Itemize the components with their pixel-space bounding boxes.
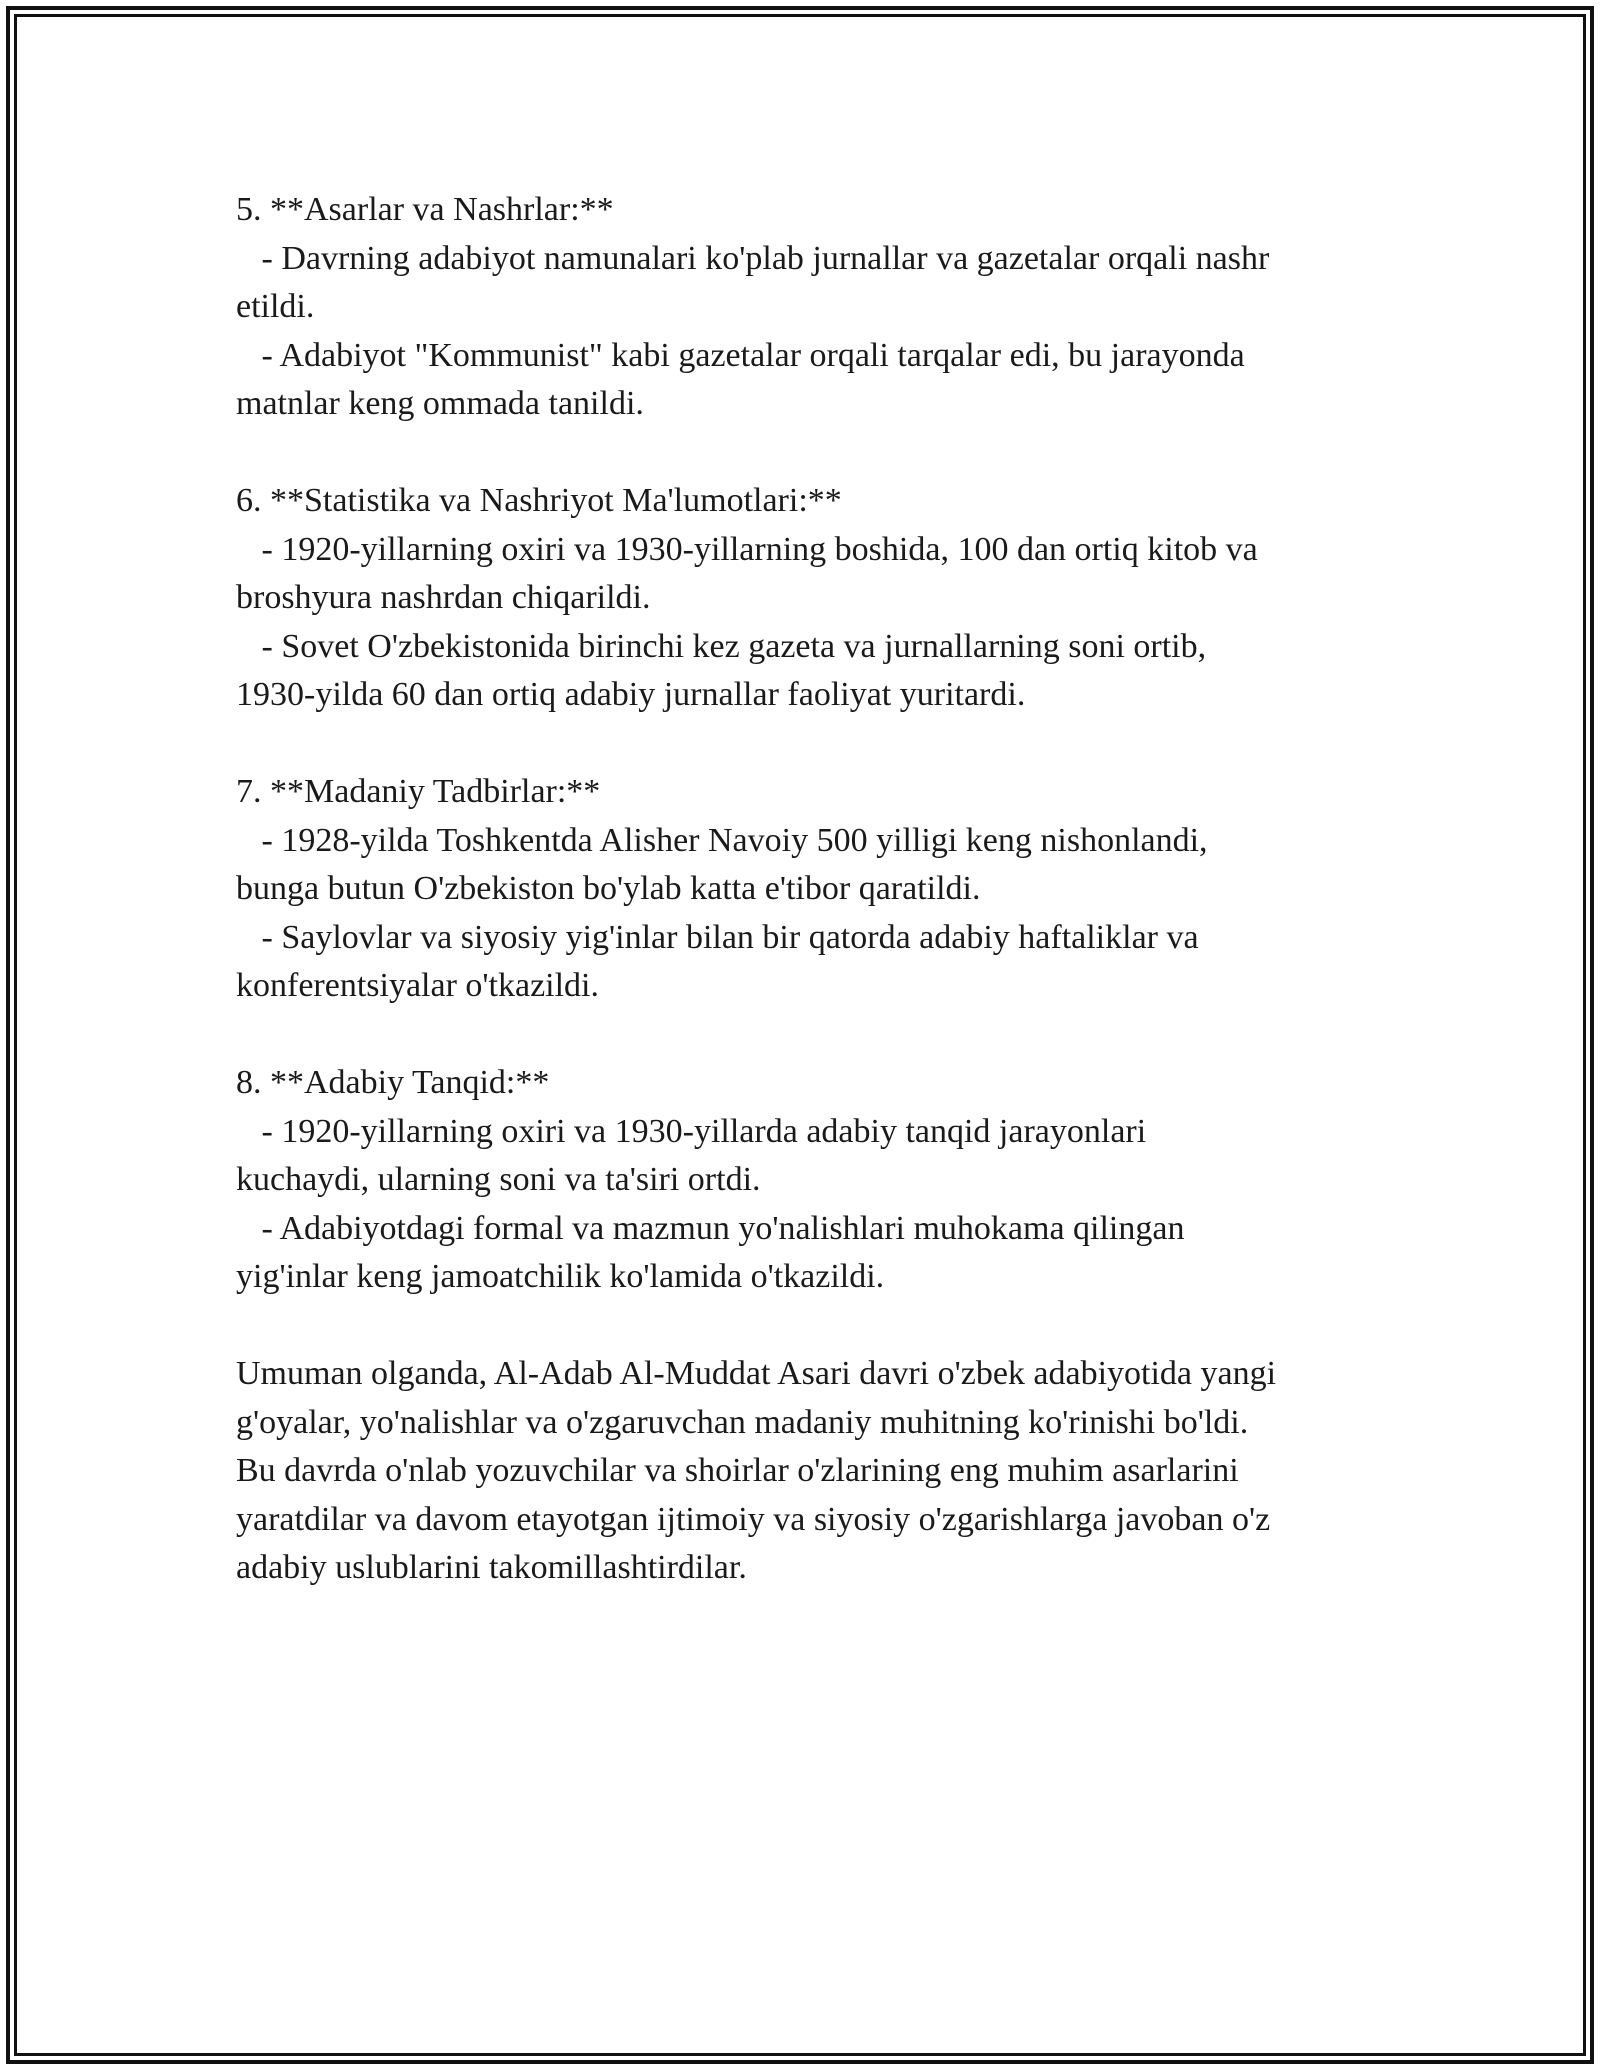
section-heading: 7. **Madaniy Tadbirlar:** <box>236 773 601 810</box>
bullet-line: - 1920-yillarning oxiri va 1930-yillarda adabiy tanqid jarayonlari <box>236 1112 1147 1150</box>
bullet-continuation: 1930-yilda 60 dan ortiq adabiy jurnallar faoliyat yuritardi. <box>236 676 1026 713</box>
section-asarlar-va-nashrlar <box>236 186 1366 429</box>
section-adabiy-tanqid <box>236 1059 1366 1302</box>
section-heading: 6. **Statistika va Nashriyot Ma'lumotlari:** <box>236 482 842 519</box>
bullet-line: - Sovet O'zbekistonida birinchi kez gazeta va jurnallarning soni ortib, <box>236 627 1207 665</box>
bullet-continuation: konferentsiyalar o'tkazildi. <box>236 967 599 1004</box>
bullet-line: - 1920-yillarning oxiri va 1930-yillarning boshida, 100 dan ortiq kitob va <box>236 530 1258 568</box>
bullet-continuation: broshyura nashrdan chiqarildi. <box>236 579 651 616</box>
bullet-line: - Saylovlar va siyosiy yig'inlar bilan bir qatorda adabiy haftaliklar va <box>236 918 1199 956</box>
document-body <box>236 186 1366 1593</box>
bullet-continuation: bunga butun O'zbekiston bo'ylab katta e'tibor qaratildi. <box>236 870 981 907</box>
paragraph-gap <box>236 1011 1366 1060</box>
bullet-line: - Adabiyot "Kommunist" kabi gazetalar orqali tarqalar edi, bu jarayonda <box>236 336 1245 374</box>
conclusion-line: Umuman olganda, Al-Adab Al-Muddat Asari davri o'zbek adabiyotida yangi <box>236 1355 1277 1392</box>
bullet-continuation: yig'inlar keng jamoatchilik ko'lamida o'tkazildi. <box>236 1258 885 1295</box>
paragraph-gap <box>236 1302 1366 1351</box>
bullet-line: - 1928-yilda Toshkentda Alisher Navoiy 500 yilligi keng nishonlandi, <box>236 821 1208 859</box>
section-heading: 5. **Asarlar va Nashrlar:** <box>236 191 614 228</box>
bullet-continuation: kuchaydi, ularning soni va ta'siri ortdi. <box>236 1161 761 1198</box>
paragraph-gap <box>236 720 1366 769</box>
paragraph-gap <box>236 429 1366 478</box>
conclusion-line: Bu davrda o'nlab yozuvchilar va shoirlar o'zlarining eng muhim asarlarini <box>236 1452 1239 1489</box>
bullet-line: - Davrning adabiyot namunalari ko'plab jurnallar va gazetalar orqali nashr <box>236 239 1270 277</box>
conclusion-line: adabiy uslublarini takomillashtirdilar. <box>236 1549 747 1586</box>
section-heading: 8. **Adabiy Tanqid:** <box>236 1064 550 1101</box>
bullet-line: - Adabiyotdagi formal va mazmun yo'nalishlari muhokama qilingan <box>236 1209 1185 1247</box>
conclusion-paragraph <box>236 1350 1366 1593</box>
conclusion-line: g'oyalar, yo'nalishlar va o'zgaruvchan madaniy muhitning ko'rinishi bo'ldi. <box>236 1403 1249 1441</box>
bullet-continuation: etildi. <box>236 288 315 325</box>
bullet-continuation: matnlar keng ommada tanildi. <box>236 385 644 422</box>
section-statistika <box>236 477 1366 720</box>
conclusion-line: yaratdilar va davom etayotgan ijtimoiy va siyosiy o'zgarishlarga javoban o'z <box>236 1500 1271 1538</box>
section-madaniy-tadbirlar <box>236 768 1366 1011</box>
